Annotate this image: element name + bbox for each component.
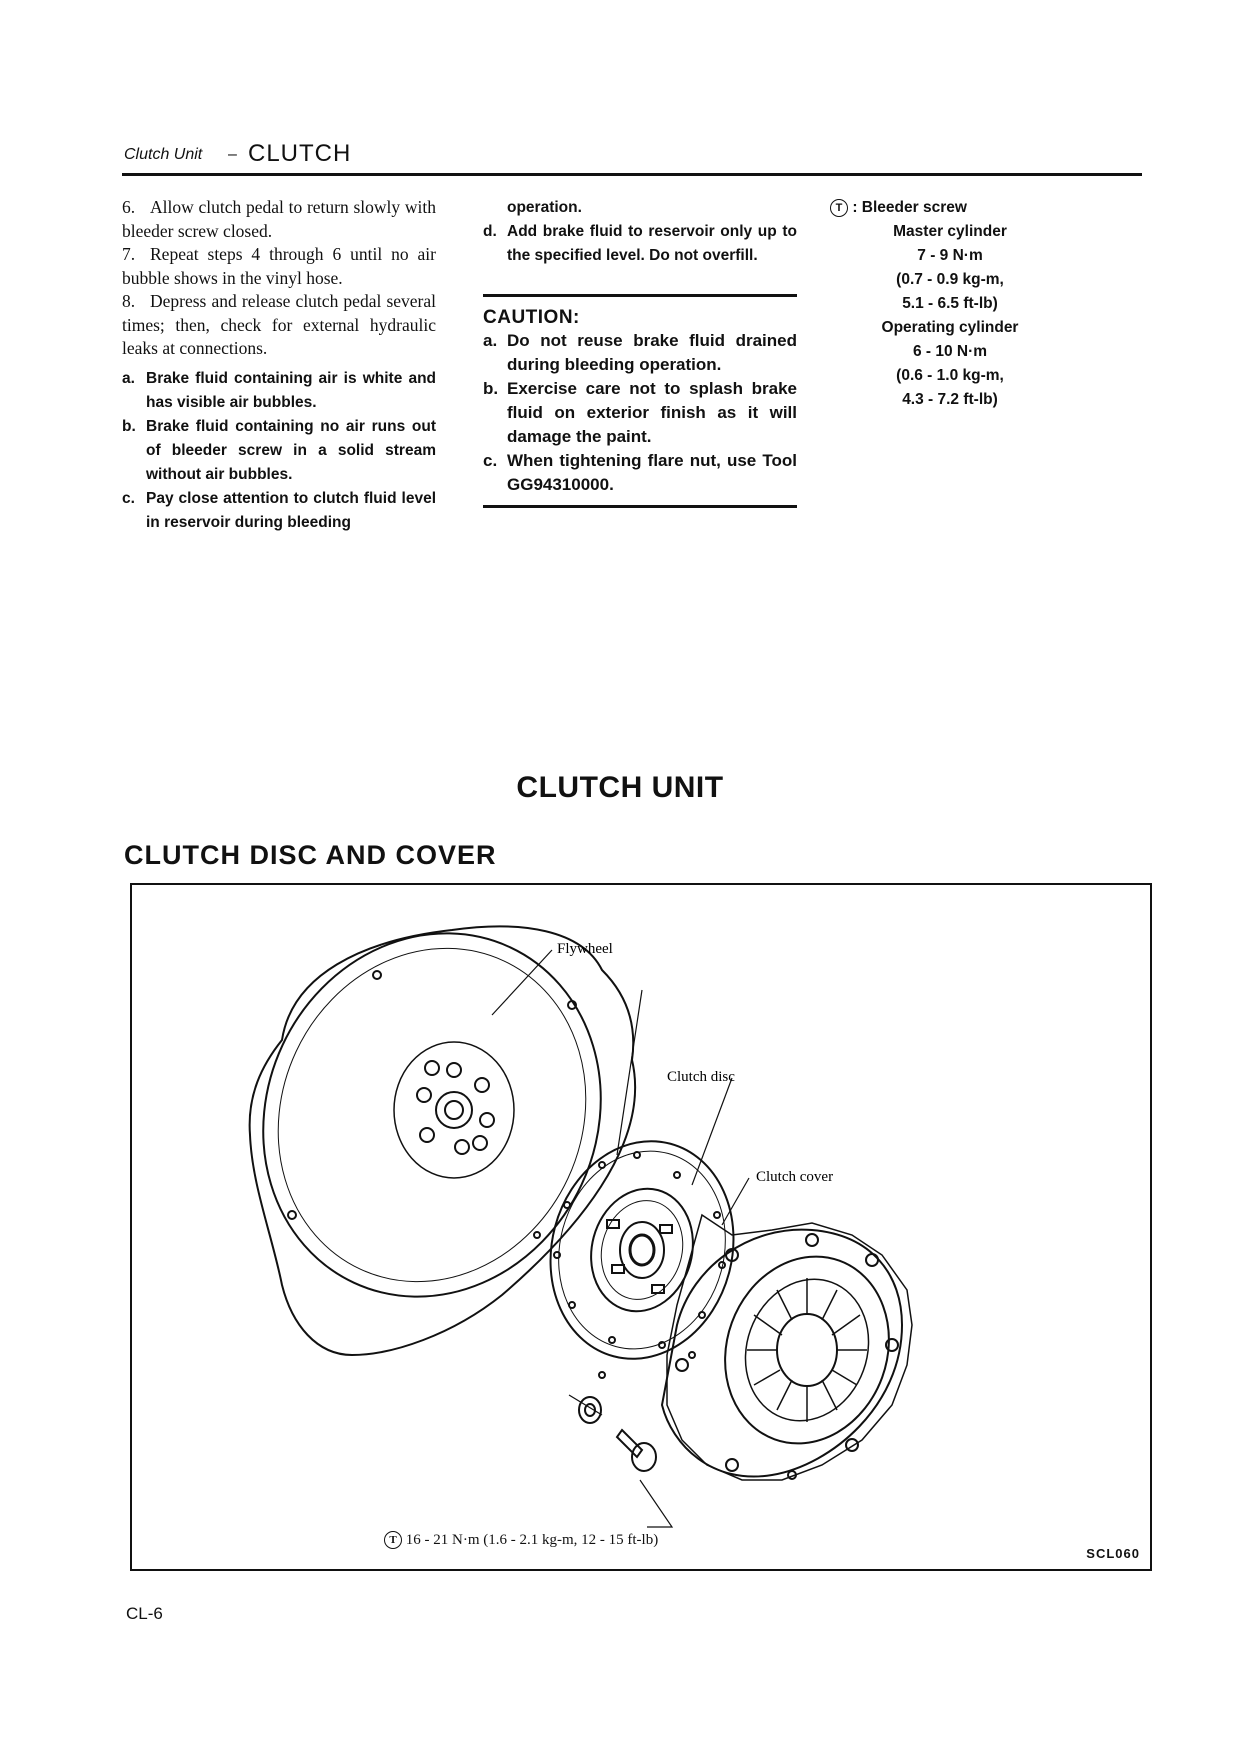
- bleeding-notes: [122, 367, 436, 535]
- caution-bottom-rule: [483, 505, 797, 508]
- step-7: 7. Repeat steps 4 through 6 until no air bubble shows in the vinyl hose.: [122, 244, 436, 288]
- bolt-torque-spec: T 16 - 21 N·m (1.6 - 2.1 kg-m, 12 - 15 ft-lb): [384, 1531, 658, 1549]
- section-title: CLUTCH UNIT: [516, 771, 724, 804]
- clutch-disc-illustration: [527, 1120, 758, 1379]
- caution-box: [483, 307, 797, 497]
- header-section-label: Clutch Unit: [124, 146, 203, 163]
- torque-icon: T: [830, 199, 848, 217]
- operating-cylinder-nm: 6 - 10 N·m: [912, 343, 988, 360]
- caution-item-a: a. Do not reuse brake fluid drained during bleeding operation.: [483, 331, 797, 374]
- note-b: b. Brake fluid containing no air runs out of bleeder screw in a solid stream without air bubbles.: [122, 417, 436, 483]
- master-cylinder-kgm: (0.7 - 0.9 kg-m,: [896, 271, 1004, 288]
- header-dash: –: [228, 146, 237, 163]
- clutch-exploded-figure: [130, 883, 1152, 1571]
- step-6: 6. Allow clutch pedal to return slowly with bleeder screw closed.: [122, 197, 436, 241]
- clutch-diagram-illustration: [132, 885, 1150, 1569]
- operating-cylinder-ftlb: 4.3 - 7.2 ft-lb): [902, 391, 998, 408]
- caution-top-rule: [483, 294, 797, 297]
- step-8: 8. Depress and release clutch pedal several times; then, check for external hydraulic leaks at connections.: [122, 291, 436, 358]
- caution-heading: CAUTION:: [483, 307, 580, 328]
- figure-code: SCL060: [1086, 1546, 1140, 1561]
- subsection-title: CLUTCH DISC AND COVER: [124, 840, 497, 870]
- master-cylinder-nm: 7 - 9 N·m: [917, 247, 983, 264]
- column-3-torque-specs: [830, 196, 1090, 412]
- operating-cylinder-label: Operating cylinder: [881, 319, 1019, 336]
- clutch-disc-callout: Clutch disc: [667, 1069, 735, 1085]
- operating-cylinder-kgm: (0.6 - 1.0 kg-m,: [896, 367, 1004, 384]
- note-c: c. Pay close attention to clutch fluid level in reservoir during bleeding: [122, 489, 436, 531]
- caution-item-c: c. When tightening flare nut, use Tool GG94310000.: [483, 451, 797, 494]
- master-cylinder-label: Master cylinder: [893, 223, 1007, 240]
- page-number: CL-6: [126, 1604, 163, 1623]
- caution-item-b: b. Exercise care not to splash brake fluid on exterior finish as it will damage the paint.: [483, 379, 797, 446]
- master-cylinder-ftlb: 5.1 - 6.5 ft-lb): [902, 295, 998, 312]
- clutch-cover-illustration: [662, 1215, 915, 1480]
- clutch-cover-callout: Clutch cover: [756, 1169, 834, 1185]
- note-d: d. Add brake fluid to reservoir only up to the specified level. Do not overfill.: [483, 223, 797, 264]
- flywheel-callout: Flywheel: [557, 941, 613, 957]
- header-rule: [122, 173, 1142, 176]
- header-title: CLUTCH: [248, 140, 352, 167]
- bleeder-screw-label: T : Bleeder screw: [830, 196, 1090, 220]
- column-2: [483, 196, 797, 508]
- note-a: a. Brake fluid containing air is white and has visible air bubbles.: [122, 369, 436, 411]
- column-1: [122, 196, 436, 535]
- torque-icon: T: [384, 1531, 402, 1549]
- note-c-continued: operation.: [507, 199, 582, 216]
